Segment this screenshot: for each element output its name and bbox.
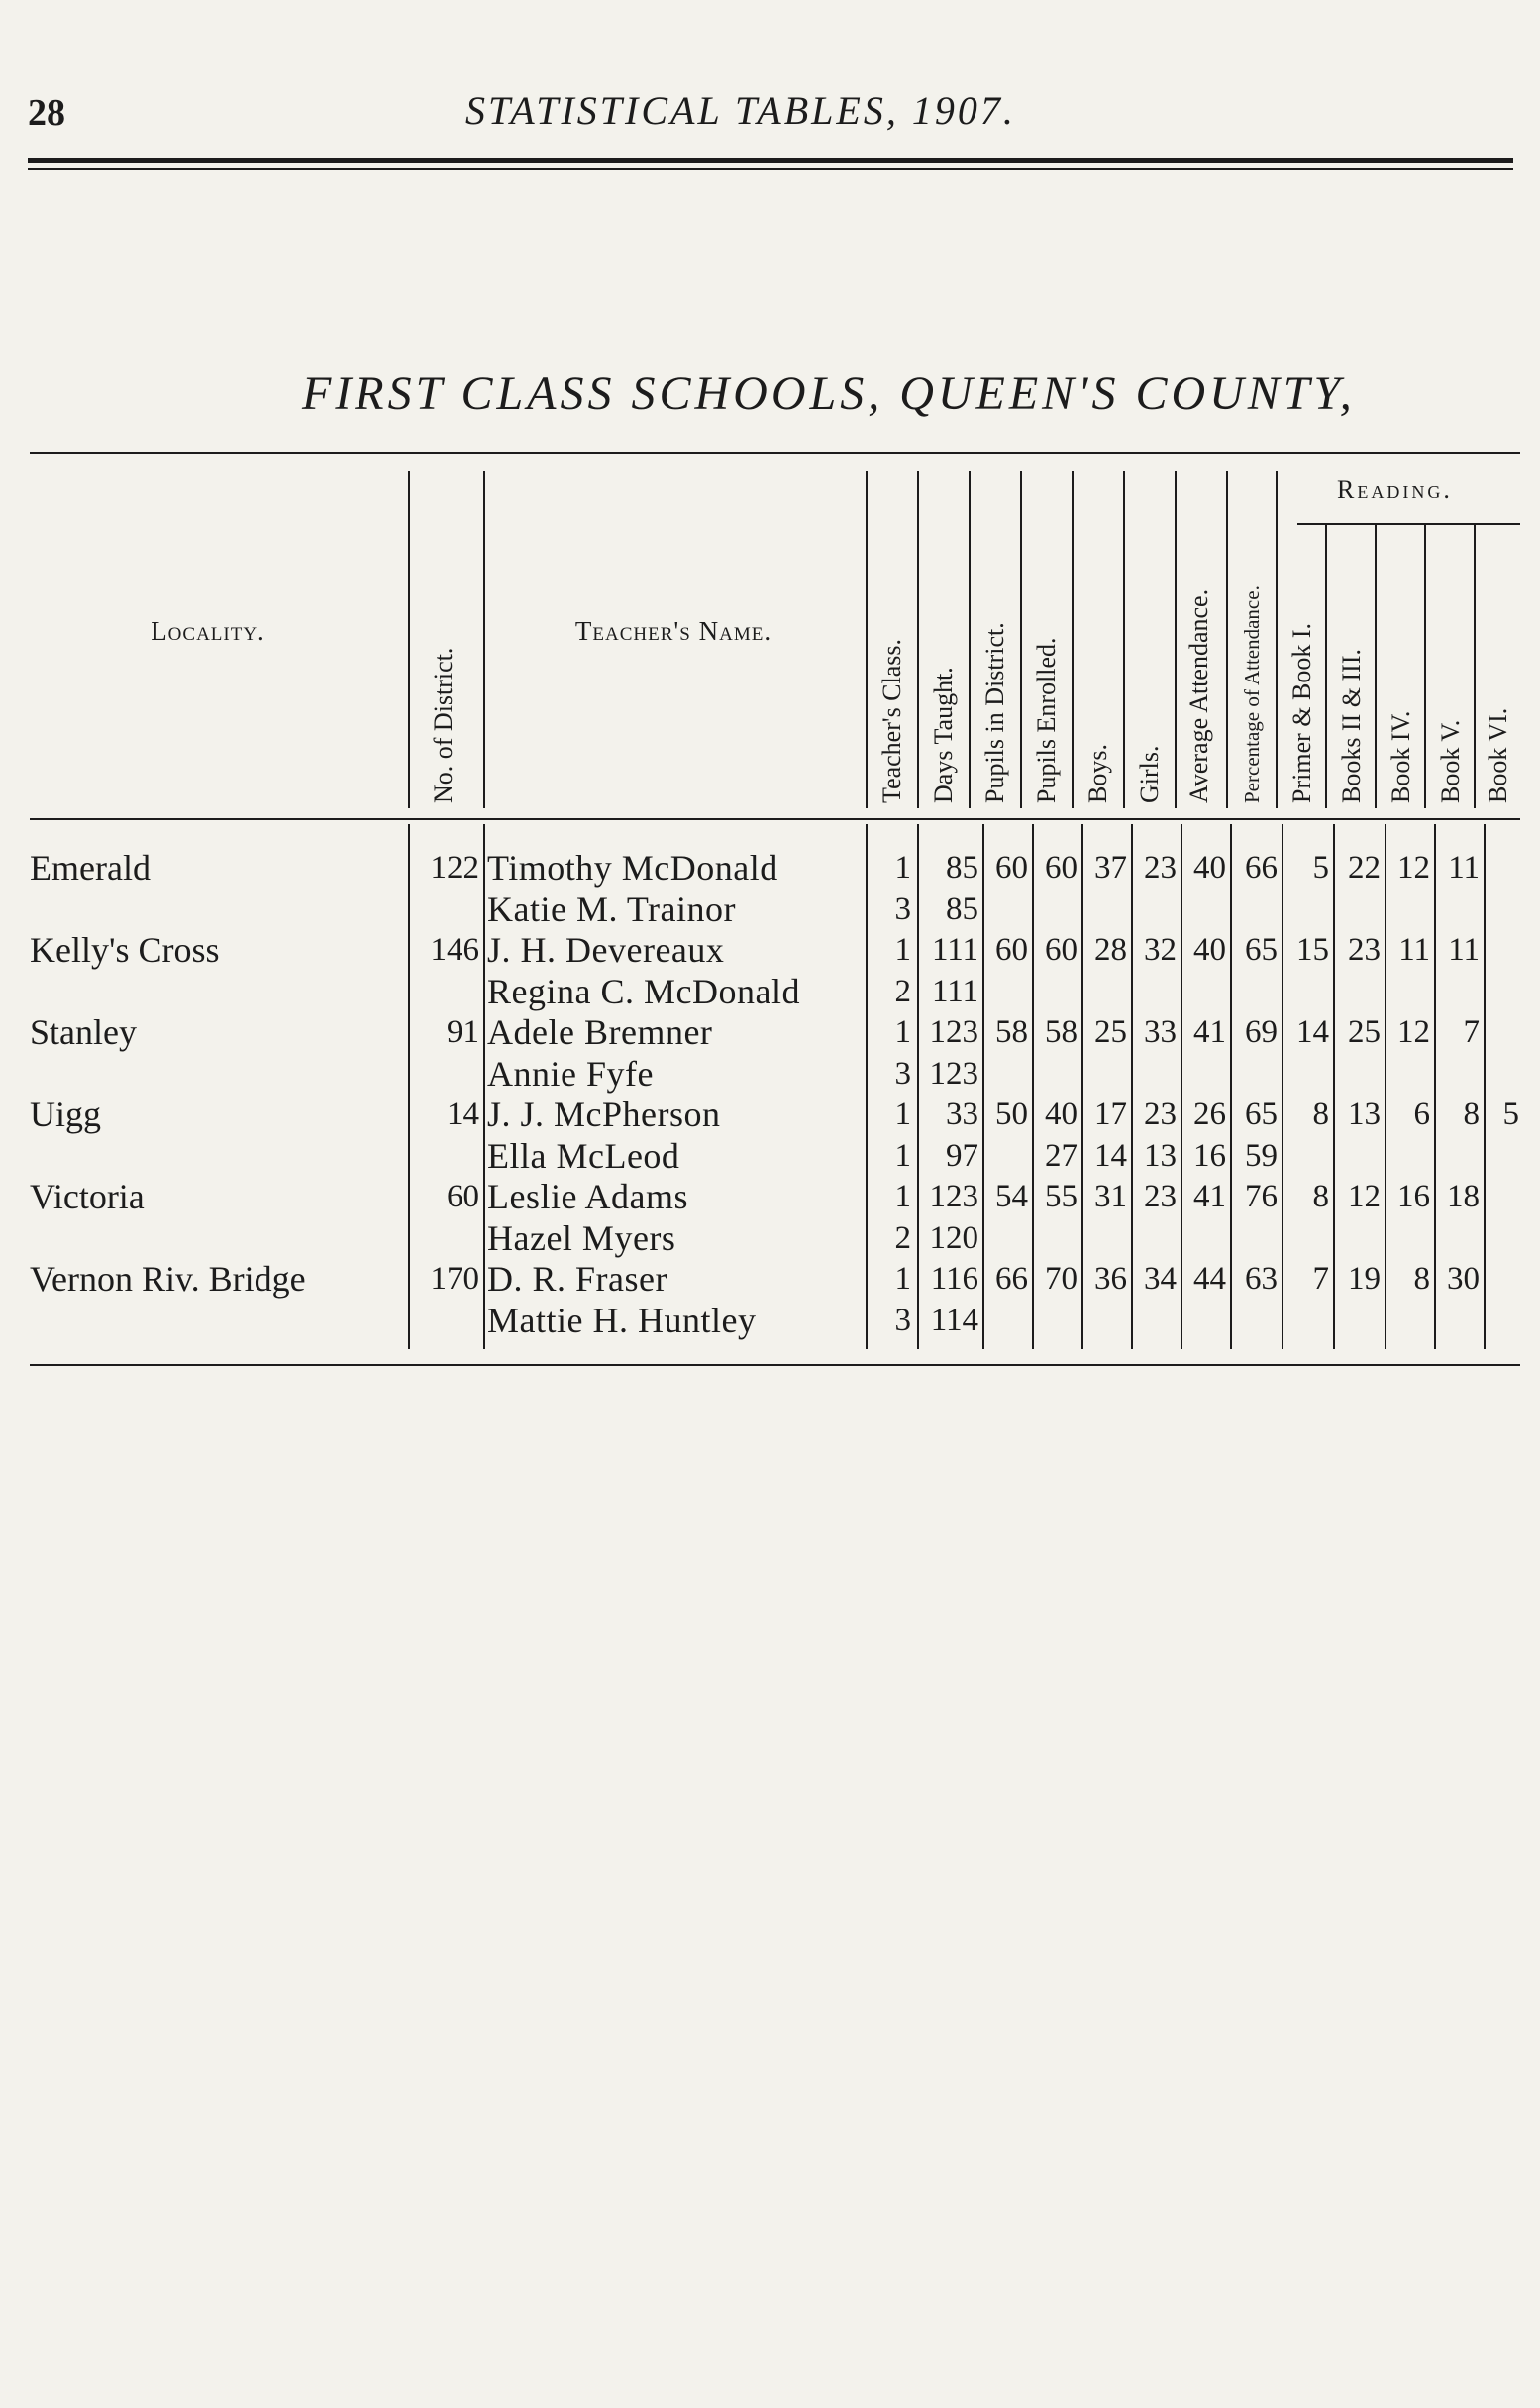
- cell-days-taught: 33: [946, 1097, 978, 1132]
- cell-pupils-enrolled: 40: [1045, 1097, 1078, 1132]
- header-col-divider: [1020, 471, 1022, 808]
- colhead-book-4: Book IV.: [1386, 710, 1415, 803]
- cell-primer: [1283, 1136, 1329, 1177]
- cell-primer: 8: [1312, 1097, 1329, 1132]
- table-row: [30, 1136, 1520, 1177]
- cell-teacher-name: Hazel Myers: [487, 1217, 676, 1258]
- cell-teacher-name: Adele Bremner: [487, 1012, 713, 1052]
- cell-locality: Emerald: [30, 848, 151, 888]
- cell-teacher-class: 1: [894, 1097, 911, 1132]
- cell-books-2-3: [1335, 1054, 1381, 1095]
- cell-district-no: [410, 1218, 479, 1259]
- cell-teacher-name: J. J. McPherson: [487, 1095, 721, 1134]
- cell-boys: 37: [1094, 850, 1127, 886]
- cell-pct-attendance: 59: [1245, 1137, 1278, 1174]
- cell-pupils-district: 60: [995, 850, 1028, 886]
- cell-book-6: [1486, 930, 1519, 971]
- cell-book-4: [1386, 890, 1430, 930]
- header-col-divider: [1424, 523, 1426, 808]
- cell-locality: Vernon Riv. Bridge: [30, 1259, 306, 1299]
- table-row: [30, 1259, 1520, 1300]
- header-col-divider: [866, 471, 868, 808]
- cell-girls: 13: [1144, 1137, 1177, 1174]
- header-col-divider: [1325, 523, 1327, 808]
- cell-pupils-district: [984, 1054, 1028, 1095]
- colhead-locality: Locality.: [151, 616, 265, 646]
- cell-pct-attendance: 66: [1245, 850, 1278, 886]
- cell-pct-attendance: 65: [1245, 932, 1278, 968]
- cell-pupils-district: [984, 1301, 1028, 1341]
- cell-book-5: 11: [1448, 850, 1480, 886]
- cell-books-2-3: [1335, 1218, 1381, 1259]
- cell-book-6: [1486, 1012, 1519, 1053]
- cell-boys: 31: [1094, 1179, 1127, 1214]
- cell-boys: 17: [1094, 1097, 1127, 1132]
- colhead-pupils-enrolled: Pupils Enrolled.: [1032, 637, 1061, 803]
- cell-books-2-3: [1335, 972, 1381, 1012]
- cell-days-taught: 123: [929, 1179, 978, 1214]
- table-row: [30, 1095, 1520, 1135]
- cell-book-4: [1386, 1054, 1430, 1095]
- cell-pupils-enrolled: 27: [1045, 1137, 1078, 1174]
- cell-teacher-class: 2: [894, 973, 911, 1009]
- cell-avg-attendance: [1182, 1301, 1226, 1341]
- cell-pupils-district: 58: [995, 1014, 1028, 1050]
- cell-teacher-class: 1: [894, 1014, 911, 1050]
- cell-girls: 33: [1144, 1014, 1177, 1050]
- cell-days-taught: 111: [931, 973, 978, 1009]
- cell-district-no: 170: [430, 1261, 479, 1297]
- cell-teacher-name: Annie Fyfe: [487, 1053, 654, 1094]
- cell-books-2-3: 13: [1348, 1097, 1381, 1132]
- cell-days-taught: 123: [929, 1014, 978, 1050]
- table-row: [30, 1218, 1520, 1259]
- cell-book-5: 8: [1463, 1097, 1480, 1132]
- cell-book-4: [1386, 1136, 1430, 1177]
- cell-pupils-district: 60: [995, 932, 1028, 968]
- cell-pct-attendance: [1232, 890, 1278, 930]
- header-col-divider: [483, 471, 485, 808]
- cell-girls: [1133, 1218, 1177, 1259]
- header-col-divider: [1474, 523, 1476, 808]
- cell-pupils-enrolled: [1034, 972, 1078, 1012]
- cell-district-no: [410, 890, 479, 930]
- cell-book-6: [1486, 972, 1519, 1012]
- cell-book-4: [1386, 1301, 1430, 1341]
- cell-avg-attendance: [1182, 1218, 1226, 1259]
- cell-pct-attendance: 69: [1245, 1014, 1278, 1050]
- table-row: [30, 890, 1520, 930]
- cell-book-5: [1436, 1301, 1480, 1341]
- cell-avg-attendance: 40: [1193, 850, 1226, 886]
- cell-pupils-district: 66: [995, 1261, 1028, 1297]
- cell-pupils-enrolled: 60: [1045, 850, 1078, 886]
- cell-books-2-3: 22: [1348, 850, 1381, 886]
- table-top-rule: [30, 452, 1520, 454]
- cell-book-5: [1436, 1136, 1480, 1177]
- cell-pupils-district: [984, 1218, 1028, 1259]
- cell-pupils-district: [984, 1136, 1028, 1177]
- cell-pct-attendance: [1232, 1301, 1278, 1341]
- cell-book-4: 8: [1413, 1261, 1430, 1297]
- cell-book-5: [1436, 1218, 1480, 1259]
- cell-book-6: [1486, 890, 1519, 930]
- page-number: 28: [28, 92, 65, 134]
- cell-girls: [1133, 1054, 1177, 1095]
- cell-book-5: 30: [1447, 1261, 1480, 1297]
- cell-days-taught: 85: [946, 890, 978, 927]
- cell-primer: 5: [1312, 850, 1329, 886]
- cell-boys: 28: [1094, 932, 1127, 968]
- cell-locality: [30, 890, 396, 930]
- cell-district-no: [410, 1054, 479, 1095]
- cell-book-4: 16: [1397, 1179, 1430, 1214]
- cell-locality: [30, 972, 396, 1012]
- cell-teacher-class: 3: [894, 890, 911, 927]
- cell-primer: 8: [1312, 1179, 1329, 1214]
- cell-teacher-name: Mattie H. Huntley: [487, 1300, 757, 1340]
- cell-book-5: [1436, 890, 1480, 930]
- cell-teacher-class: 1: [894, 1137, 911, 1174]
- cell-teacher-name: Ella McLeod: [487, 1135, 680, 1176]
- cell-primer: 7: [1312, 1261, 1329, 1297]
- colhead-boys: Boys.: [1083, 744, 1112, 803]
- cell-district-no: 60: [447, 1179, 479, 1214]
- cell-primer: [1283, 972, 1329, 1012]
- table-row: [30, 1177, 1520, 1217]
- cell-teacher-name: D. R. Fraser: [487, 1259, 667, 1299]
- cell-books-2-3: 25: [1348, 1014, 1381, 1050]
- cell-book-5: 18: [1447, 1179, 1480, 1214]
- cell-book-5: [1436, 1054, 1480, 1095]
- cell-pupils-district: 50: [995, 1097, 1028, 1132]
- cell-locality: [30, 1054, 396, 1095]
- cell-book-4: [1386, 972, 1430, 1012]
- cell-avg-attendance: 26: [1193, 1097, 1226, 1132]
- cell-pupils-enrolled: [1034, 1218, 1078, 1259]
- header-col-divider: [1226, 471, 1228, 808]
- cell-book-6: [1486, 1259, 1519, 1300]
- cell-primer: 14: [1296, 1014, 1329, 1050]
- header-bottom-rule: [30, 818, 1520, 820]
- cell-teacher-name: J. H. Devereaux: [487, 930, 725, 970]
- cell-avg-attendance: 16: [1193, 1137, 1226, 1174]
- cell-book-4: 11: [1398, 932, 1430, 968]
- cell-books-2-3: 23: [1348, 932, 1381, 968]
- header-col-divider: [1276, 471, 1278, 808]
- cell-book-6: [1486, 1136, 1519, 1177]
- cell-teacher-class: 1: [894, 850, 911, 886]
- cell-pupils-district: 54: [995, 1179, 1028, 1214]
- cell-avg-attendance: [1182, 972, 1226, 1012]
- cell-primer: [1283, 1301, 1329, 1341]
- cell-book-5: 11: [1448, 932, 1480, 968]
- cell-pct-attendance: [1232, 1218, 1278, 1259]
- colhead-teacher: Teacher's Name.: [574, 616, 772, 646]
- cell-girls: 23: [1144, 1179, 1177, 1214]
- cell-avg-attendance: [1182, 1054, 1226, 1095]
- cell-boys: [1083, 1218, 1127, 1259]
- cell-book-5: [1436, 972, 1480, 1012]
- cell-book-6: [1486, 1177, 1519, 1217]
- cell-district-no: [410, 1301, 479, 1341]
- cell-books-2-3: [1335, 890, 1381, 930]
- cell-teacher-name: Regina C. McDonald: [487, 971, 800, 1011]
- cell-locality: [30, 1301, 396, 1341]
- cell-days-taught: 114: [930, 1302, 978, 1338]
- cell-days-taught: 97: [946, 1137, 978, 1174]
- cell-avg-attendance: 40: [1193, 932, 1226, 968]
- cell-boys: 25: [1094, 1014, 1127, 1050]
- cell-boys: [1083, 1301, 1127, 1341]
- cell-avg-attendance: 44: [1193, 1261, 1226, 1297]
- cell-locality: Stanley: [30, 1012, 137, 1052]
- colhead-district-no: No. of District.: [429, 647, 458, 803]
- cell-avg-attendance: 41: [1193, 1014, 1226, 1050]
- cell-avg-attendance: [1182, 890, 1226, 930]
- cell-locality: [30, 1218, 396, 1259]
- cell-locality: Uigg: [30, 1095, 101, 1134]
- header-col-divider: [969, 471, 971, 808]
- header-col-divider: [408, 471, 410, 808]
- cell-district-no: [410, 972, 479, 1012]
- cell-district-no: [410, 1136, 479, 1177]
- header-rule: [28, 158, 1513, 163]
- colhead-pct-attendance: Percentage of Attendance.: [1240, 585, 1264, 803]
- reading-group-rule: [1297, 523, 1520, 525]
- colhead-pupils-district: Pupils in District.: [980, 622, 1009, 803]
- cell-boys: 36: [1094, 1261, 1127, 1297]
- cell-pupils-enrolled: 58: [1045, 1014, 1078, 1050]
- header-col-divider: [1072, 471, 1074, 808]
- cell-district-no: 122: [430, 850, 479, 886]
- cell-district-no: 146: [430, 932, 479, 968]
- cell-pupils-district: [984, 972, 1028, 1012]
- header-col-divider: [1123, 471, 1125, 808]
- cell-girls: 23: [1144, 1097, 1177, 1132]
- colhead-book-5: Book V.: [1436, 719, 1465, 803]
- cell-primer: [1283, 890, 1329, 930]
- cell-district-no: 14: [447, 1097, 479, 1132]
- colhead-girls: Girls.: [1135, 745, 1164, 803]
- cell-pct-attendance: 65: [1245, 1097, 1278, 1132]
- cell-books-2-3: 12: [1348, 1179, 1381, 1214]
- table-title: FIRST CLASS SCHOOLS, QUEEN'S COUNTY,: [302, 367, 1356, 420]
- colhead-avg-attendance: Average Attendance.: [1184, 588, 1213, 803]
- cell-pupils-enrolled: 70: [1045, 1261, 1078, 1297]
- cell-primer: 15: [1296, 932, 1329, 968]
- cell-girls: [1133, 1301, 1177, 1341]
- cell-books-2-3: [1335, 1301, 1381, 1341]
- cell-pct-attendance: 63: [1245, 1261, 1278, 1297]
- header-col-divider: [917, 471, 919, 808]
- cell-pupils-enrolled: [1034, 890, 1078, 930]
- cell-boys: [1083, 972, 1127, 1012]
- cell-book-5: 7: [1463, 1014, 1480, 1050]
- cell-pupils-enrolled: [1034, 1054, 1078, 1095]
- cell-book-6: [1486, 848, 1519, 889]
- cell-teacher-class: 1: [894, 932, 911, 968]
- cell-girls: 32: [1144, 932, 1177, 968]
- cell-girls: 34: [1144, 1261, 1177, 1297]
- cell-book-4: [1386, 1218, 1430, 1259]
- cell-primer: [1283, 1218, 1329, 1259]
- table-row: [30, 848, 1520, 889]
- cell-boys: 14: [1094, 1137, 1127, 1174]
- cell-teacher-class: 2: [894, 1219, 911, 1256]
- header-col-divider: [1375, 523, 1377, 808]
- cell-pct-attendance: 76: [1245, 1179, 1278, 1214]
- table-row: [30, 930, 1520, 971]
- table-row: [30, 1012, 1520, 1053]
- colhead-reading-group: Reading.: [1337, 475, 1453, 504]
- cell-teacher-name: Leslie Adams: [487, 1177, 688, 1216]
- running-title: STATISTICAL TABLES, 1907.: [465, 88, 1016, 133]
- cell-boys: [1083, 1054, 1127, 1095]
- cell-locality: Victoria: [30, 1177, 145, 1216]
- cell-book-6: 5: [1502, 1097, 1519, 1132]
- cell-books-2-3: [1335, 1136, 1381, 1177]
- cell-teacher-class: 3: [894, 1302, 911, 1338]
- cell-book-4: 6: [1413, 1097, 1430, 1132]
- table-bottom-rule: [30, 1364, 1520, 1366]
- cell-teacher-class: 1: [894, 1179, 911, 1214]
- cell-girls: 23: [1144, 850, 1177, 886]
- cell-pupils-enrolled: 55: [1045, 1179, 1078, 1214]
- cell-books-2-3: 19: [1348, 1261, 1381, 1297]
- cell-locality: Kelly's Cross: [30, 930, 220, 970]
- cell-teacher-class: 1: [894, 1261, 911, 1297]
- cell-avg-attendance: 41: [1193, 1179, 1226, 1214]
- cell-pct-attendance: [1232, 1054, 1278, 1095]
- cell-book-4: 12: [1397, 1014, 1430, 1050]
- cell-days-taught: 111: [931, 932, 978, 968]
- colhead-primer: Primer & Book I.: [1287, 623, 1316, 803]
- table-row: [30, 972, 1520, 1012]
- cell-teacher-class: 3: [894, 1055, 911, 1092]
- header-col-divider: [1175, 471, 1177, 808]
- cell-book-4: 12: [1397, 850, 1430, 886]
- cell-pct-attendance: [1232, 972, 1278, 1012]
- cell-locality: [30, 1136, 396, 1177]
- table-row: [30, 1301, 1520, 1341]
- cell-book-6: [1486, 1301, 1519, 1341]
- cell-days-taught: 120: [929, 1219, 978, 1256]
- cell-girls: [1133, 972, 1177, 1012]
- cell-pupils-enrolled: [1034, 1301, 1078, 1341]
- cell-book-6: [1486, 1054, 1519, 1095]
- colhead-books-2-3: Books II & III.: [1337, 649, 1366, 803]
- cell-days-taught: 116: [930, 1261, 978, 1297]
- cell-teacher-name: Katie M. Trainor: [487, 889, 736, 929]
- cell-book-6: [1486, 1218, 1519, 1259]
- table-row: [30, 1054, 1520, 1095]
- cell-days-taught: 123: [929, 1055, 978, 1092]
- colhead-days-taught: Days Taught.: [929, 667, 958, 803]
- cell-pupils-enrolled: 60: [1045, 932, 1078, 968]
- cell-teacher-name: Timothy McDonald: [487, 848, 778, 888]
- colhead-book-6: Book VI.: [1484, 707, 1512, 803]
- cell-primer: [1283, 1054, 1329, 1095]
- cell-district-no: 91: [447, 1014, 479, 1050]
- cell-girls: [1133, 890, 1177, 930]
- header-rule-thin: [28, 168, 1513, 170]
- colhead-teacher-class: Teacher's Class.: [877, 638, 906, 803]
- cell-pupils-district: [984, 890, 1028, 930]
- cell-days-taught: 85: [946, 850, 978, 886]
- cell-boys: [1083, 890, 1127, 930]
